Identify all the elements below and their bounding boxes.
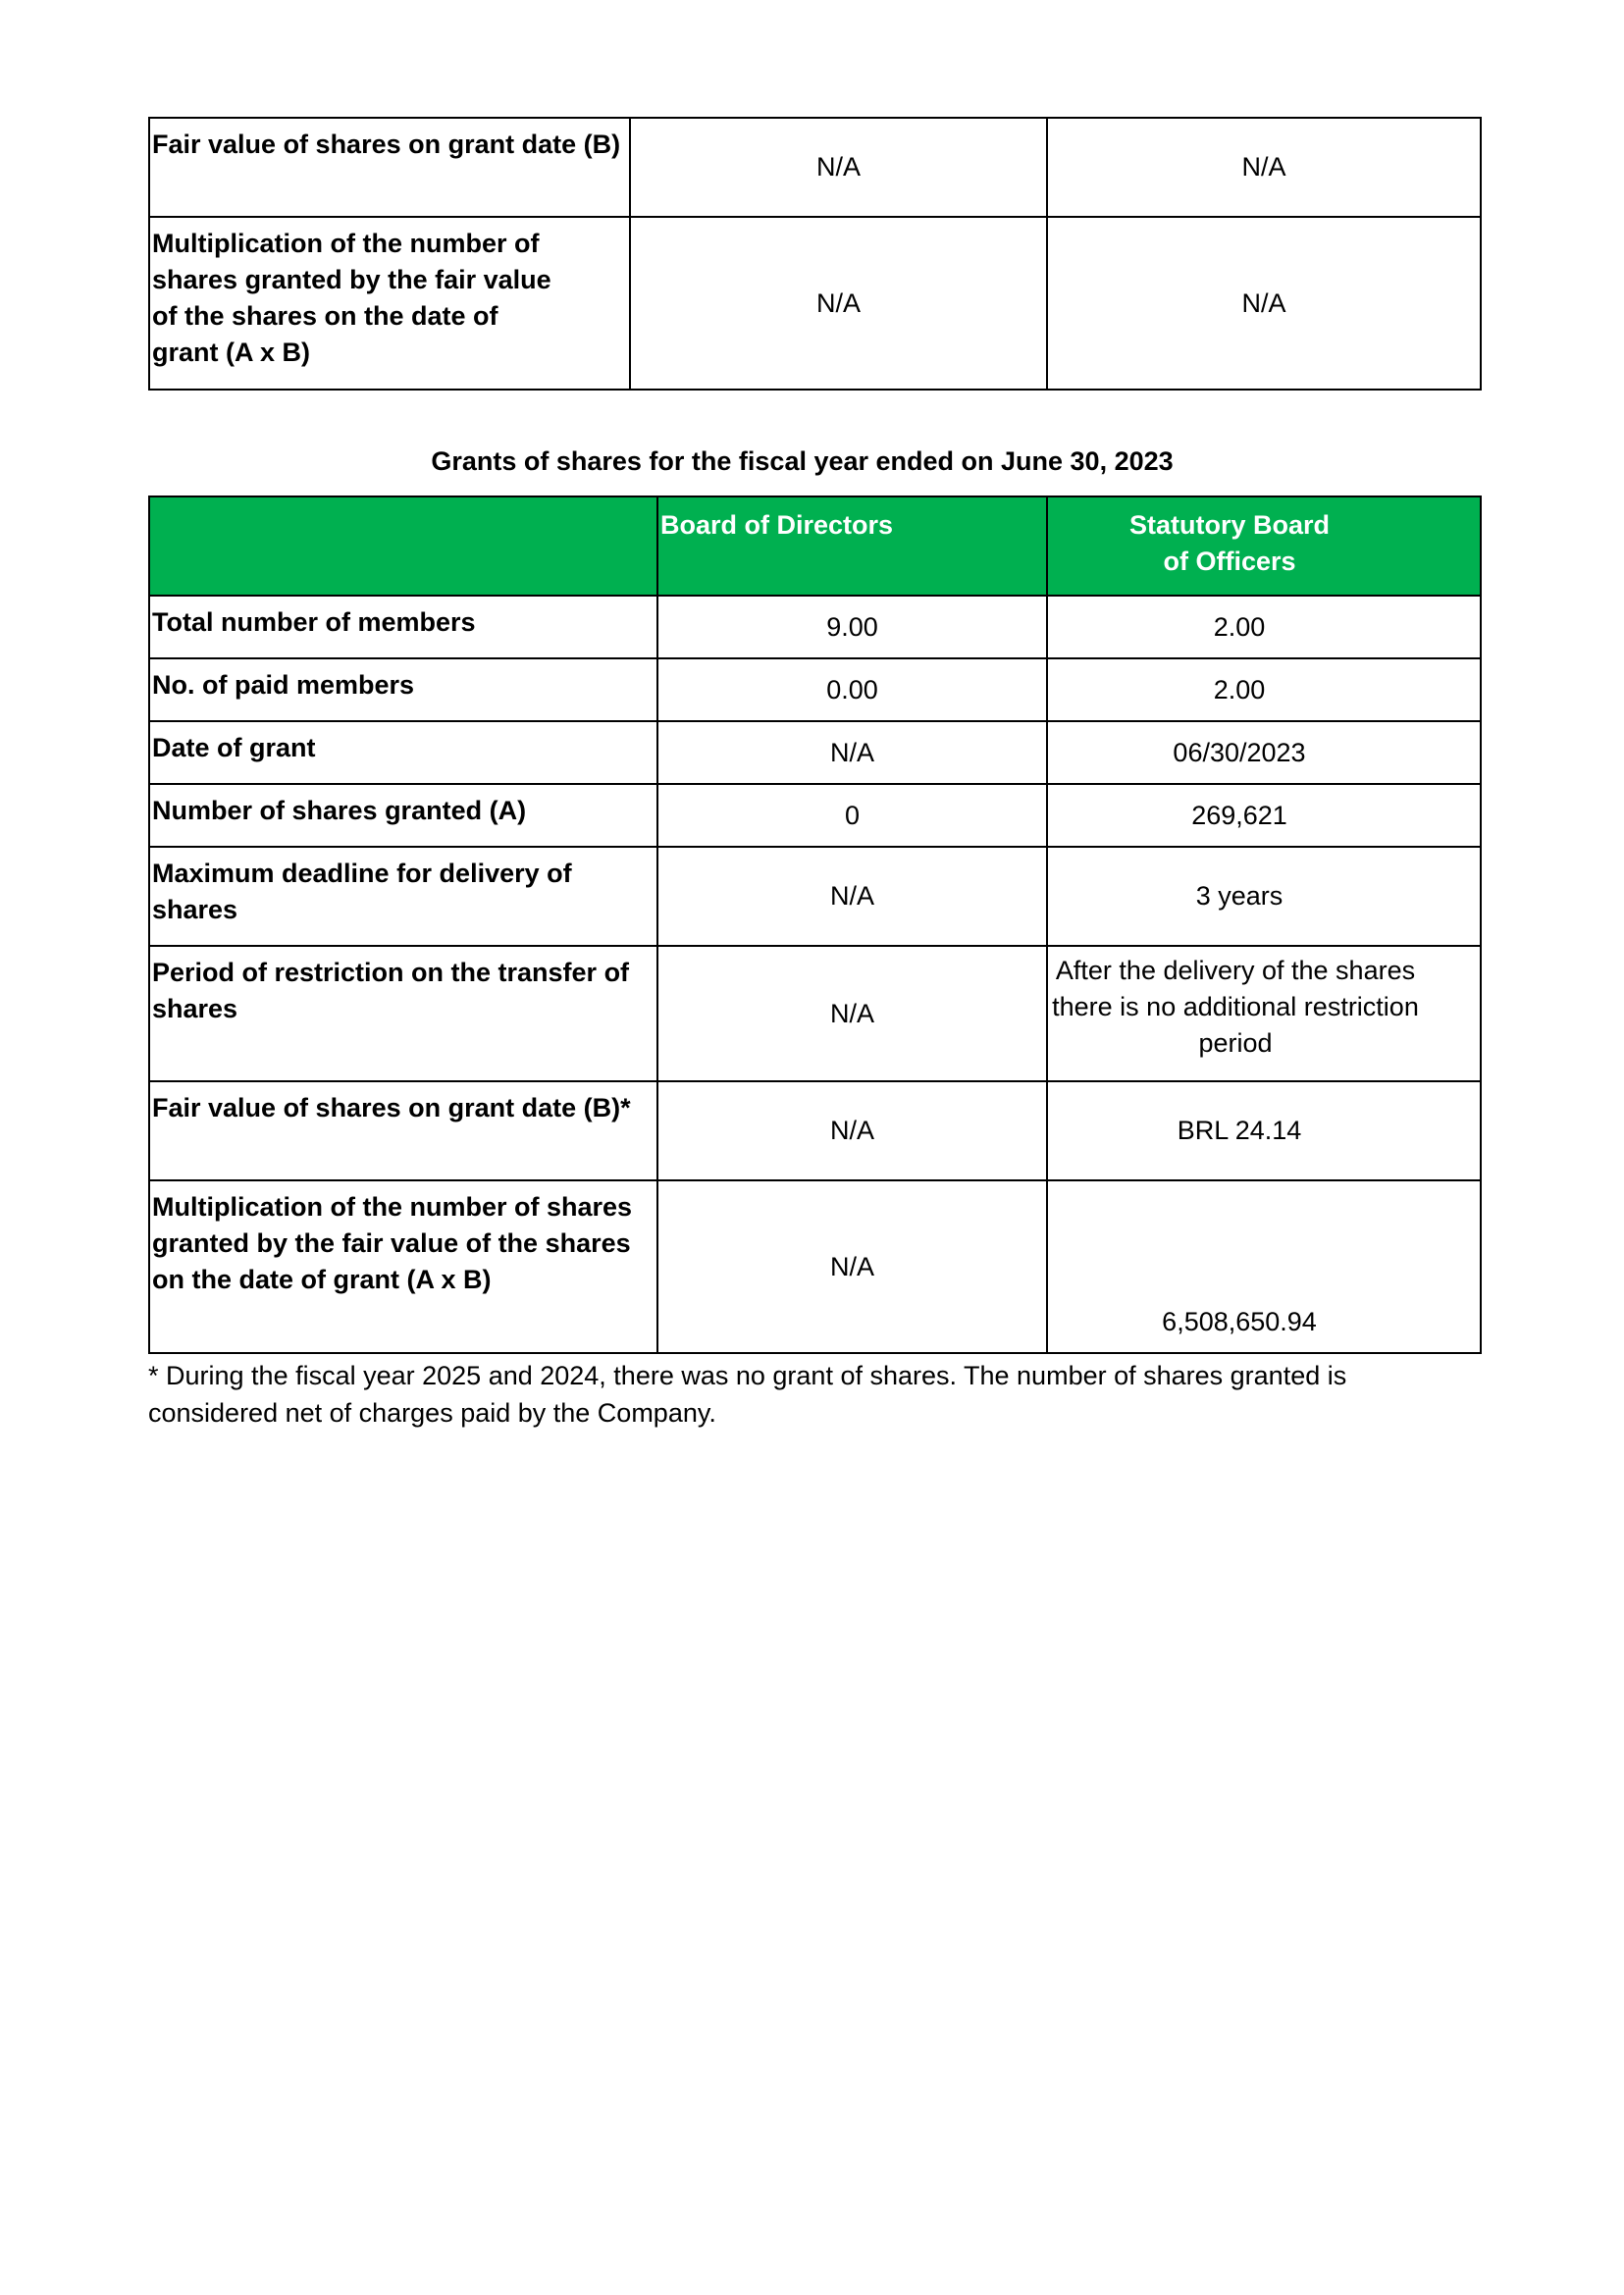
header-board-of-directors: Board of Directors xyxy=(657,496,1047,596)
row-label: No. of paid members xyxy=(149,658,657,721)
cell-value: 3 years xyxy=(1047,847,1481,946)
row-label: Period of restriction on the transfer of shares xyxy=(149,946,657,1081)
cell-value: 269,621 xyxy=(1047,784,1481,847)
table-row xyxy=(149,847,1481,946)
cell-value: 2.00 xyxy=(1047,658,1481,721)
cell-value: 9.00 xyxy=(657,596,1047,658)
row-label: Number of shares granted (A) xyxy=(149,784,657,847)
cell-value: N/A xyxy=(657,946,1047,1081)
cell-value: N/A xyxy=(657,1180,1047,1353)
row-label: Total number of members xyxy=(149,596,657,658)
cell-value: N/A xyxy=(657,847,1047,946)
row-label: Date of grant xyxy=(149,721,657,784)
table-row xyxy=(149,118,1481,217)
footnote: * During the fiscal year 2025 and 2024, there was no grant of shares. The number of shares granted is considered net of charges paid by the Company. xyxy=(148,1361,1347,1428)
cell-value: N/A xyxy=(1047,217,1481,390)
table-row xyxy=(149,596,1481,658)
cell-value: N/A xyxy=(1047,118,1481,217)
top-table xyxy=(148,117,1482,391)
table-row xyxy=(149,1081,1481,1180)
row-label: Multiplication of the number of shares granted by the fair value of the shares on the date of grant (A x B) xyxy=(149,217,630,390)
row-label: Maximum deadline for delivery of shares xyxy=(149,847,657,946)
grants-table xyxy=(148,496,1482,1354)
cell-value: N/A xyxy=(657,1081,1047,1180)
cell-value: N/A xyxy=(630,118,1047,217)
table-row xyxy=(149,946,1481,1081)
cell-value: After the delivery of the shares there is no additional restriction period xyxy=(1047,946,1481,1081)
table-row xyxy=(149,721,1481,784)
table-row xyxy=(149,784,1481,847)
header-cell-empty xyxy=(149,496,657,596)
section-title: Grants of shares for the fiscal year ended on June 30, 2023 xyxy=(431,446,1174,476)
cell-value: 0.00 xyxy=(657,658,1047,721)
cell-value: N/A xyxy=(657,721,1047,784)
row-label: Fair value of shares on grant date (B) xyxy=(149,118,630,217)
table-row xyxy=(149,217,1481,390)
cell-value: 2.00 xyxy=(1047,596,1481,658)
table-row xyxy=(149,658,1481,721)
table-row xyxy=(149,1180,1481,1353)
cell-value: N/A xyxy=(630,217,1047,390)
table-header-row xyxy=(149,496,1481,596)
row-label: Fair value of shares on grant date (B)* xyxy=(149,1081,657,1180)
cell-value: 6,508,650.94 xyxy=(1047,1180,1481,1353)
cell-value: 06/30/2023 xyxy=(1047,721,1481,784)
header-statutory-board-of-officers: Statutory Board of Officers xyxy=(1047,496,1481,596)
cell-value: 0 xyxy=(657,784,1047,847)
row-label: Multiplication of the number of shares granted by the fair value of the shares on the date of grant (A x B) xyxy=(149,1180,657,1353)
cell-value: BRL 24.14 xyxy=(1047,1081,1481,1180)
